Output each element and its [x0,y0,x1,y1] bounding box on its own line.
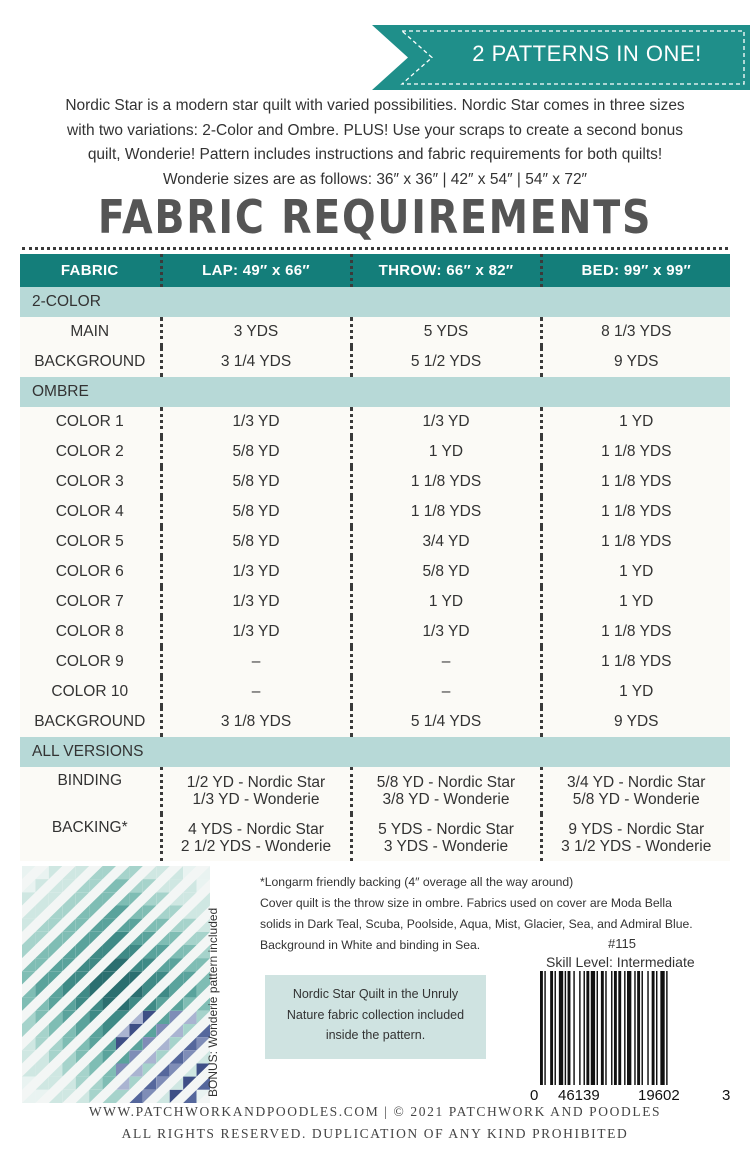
cell-line: 2 1/2 YDS - Wonderie [180,837,332,855]
intro-line: Wonderie sizes are as follows: 36″ x 36″ | 42″ x 54″ | 54″ x 72″ [162,170,588,188]
table-row [20,407,730,437]
lap-cell: 5/8 YD [161,527,351,557]
lap-cell: 1/3 YD [161,617,351,647]
throw-cell: 3/4 YD [351,527,541,557]
bed-cell: 9 YDS [541,347,730,377]
cell-line: 5 YDS - Nordic Star [378,820,514,838]
barcode-bars [538,971,731,1104]
footer-rights: ALL RIGHTS RESERVED. DUPLICATION OF ANY KIND PROHIBITED [121,1126,629,1141]
notes-block [260,872,730,956]
bed-cell: 1 1/8 YDS [541,497,730,527]
throw-cell: – [351,677,541,707]
cell-line: 3/4 YD - Nordic Star [567,773,706,791]
lap-cell [161,767,351,814]
intro-paragraph [16,94,734,192]
throw-cell: 1 1/8 YDS [351,497,541,527]
fabric-requirements-table [20,254,730,861]
table-row [20,677,730,707]
throw-cell: 1/3 YD [351,407,541,437]
table-row [20,767,730,814]
lap-cell: 5/8 YD [161,497,351,527]
throw-cell: 1/3 YD [351,617,541,647]
banner-text: 2 PATTERNS IN ONE! [472,41,702,66]
fabric-collection-callout [265,975,486,1059]
table-row [20,497,730,527]
cell-line: 9 YDS - Nordic Star [568,820,705,838]
lap-cell: 1/3 YD [161,587,351,617]
bed-cell: 1 1/8 YDS [541,647,730,677]
table-header-row [20,254,730,287]
cell-line: 1/2 YD - Nordic Star [186,773,326,791]
lap-cell: 1/3 YD [161,557,351,587]
bed-cell [541,767,730,814]
throw-cell [351,814,541,861]
lap-cell: 5/8 YD [161,437,351,467]
section-label: 2-COLOR [20,287,730,317]
barcode-digit-lead: 0 [530,1087,539,1104]
upc-barcode [538,971,731,1104]
throw-cell: 5 1/4 YDS [351,707,541,737]
table-row [20,527,730,557]
bonus-label: BONUS: Wonderie pattern included [206,907,220,1097]
cell-line: 5/8 YD - Nordic Star [376,773,516,791]
quilt-pattern-graphic [22,866,210,1103]
cell-line: 1/3 YD - Wonderie [192,790,320,808]
bed-cell: 1 1/8 YDS [541,617,730,647]
fabric-cell: COLOR 1 [55,413,124,430]
lap-cell: 3 1/4 YDS [161,347,351,377]
throw-cell: – [351,647,541,677]
cell-line: 5/8 YD - Wonderie [572,790,700,808]
callout-line: Nordic Star Quilt in the Unruly [292,987,459,1001]
intro-line: with two variations: 2-Color and Ombre. PLUS! Use your scraps to create a second bonus [67,121,683,139]
section-row-all-versions [20,737,730,767]
fabric-cell: COLOR 8 [55,623,124,640]
quilt-cover-thumbnail [22,866,210,1103]
fabric-cell: COLOR 4 [55,503,124,520]
bed-cell: 1 YD [541,587,730,617]
barcode-digits-left: 46139 [558,1087,600,1104]
skill-level: Skill Level: Intermediate [546,954,695,970]
lap-cell: – [161,677,351,707]
bed-cell: 9 YDS [541,707,730,737]
page-title: FABRIC REQUIREMENTS [97,190,653,244]
section-label: ALL VERSIONS [20,737,730,767]
section-row-2-color [20,287,730,317]
header-bed: BED: 99″ x 99″ [541,254,730,287]
section-label: OMBRE [20,377,730,407]
note-line: Background in White and binding in Sea. [260,938,481,952]
table-row [20,437,730,467]
table-row [20,557,730,587]
cell-line: 4 YDS - Nordic Star [188,820,324,838]
barcode-digit-check: 3 [722,1087,731,1104]
lap-cell: – [161,647,351,677]
fabric-cell: MAIN [70,323,110,340]
header-fabric: FABRIC [20,254,161,287]
lap-cell: 5/8 YD [161,467,351,497]
table-row [20,317,730,347]
throw-cell: 1 1/8 YDS [351,467,541,497]
intro-line: Nordic Star is a modern star quilt with varied possibilities. Nordic Star comes in three sizes [65,97,685,114]
lap-cell: 3 YDS [161,317,351,347]
table-row [20,467,730,497]
throw-cell [351,767,541,814]
cell-line: 3 1/2 YDS - Wonderie [561,837,712,855]
pattern-number: #115 [608,936,636,951]
fabric-cell: COLOR 6 [55,563,124,580]
table-row [20,647,730,677]
top-divider [22,247,728,250]
throw-cell: 5 YDS [351,317,541,347]
fabric-cell: COLOR 3 [55,473,124,490]
bed-cell: 1 1/8 YDS [541,437,730,467]
barcode-digits-right: 19602 [638,1087,680,1104]
throw-cell: 1 YD [351,587,541,617]
table-row [20,707,730,737]
header-lap: LAP: 49″ x 66″ [161,254,351,287]
throw-cell: 5/8 YD [351,557,541,587]
note-line: *Longarm friendly backing (4″ overage all the way around) [260,875,574,889]
lap-cell: 3 1/8 YDS [161,707,351,737]
fabric-cell: BACKGROUND [34,713,146,730]
table-row [20,587,730,617]
note-line: solids in Dark Teal, Scuba, Poolside, Aqua, Mist, Glacier, Sea, and Admiral Blue. [260,917,693,931]
fabric-cell: BACKING* [51,819,128,836]
note-line: Cover quilt is the throw size in ombre. Fabrics used on cover are Moda Bella [260,896,672,910]
callout-line: Nature fabric collection included [286,1007,465,1022]
table-row [20,617,730,647]
fabric-cell: BACKGROUND [34,353,146,370]
fabric-cell: COLOR 5 [55,533,124,550]
bed-cell: 1 YD [541,407,730,437]
fabric-cell: COLOR 9 [55,653,124,670]
lap-cell: 1/3 YD [161,407,351,437]
lap-cell [161,814,351,861]
footer-copyright: WWW.PATCHWORKANDPOODLES.COM | © 2021 PATCHWORK AND POODLES [88,1104,662,1119]
bed-cell [541,814,730,861]
table-row [20,814,730,861]
intro-line: quilt, Wonderie! Pattern includes instructions and fabric requirements for both quilts! [87,146,663,163]
bed-cell: 1 1/8 YDS [541,527,730,557]
cell-line: 3/8 YD - Wonderie [382,790,510,808]
fabric-cell: COLOR 10 [51,683,129,700]
throw-cell: 5 1/2 YDS [351,347,541,377]
table-row [20,347,730,377]
bed-cell: 8 1/3 YDS [541,317,730,347]
bed-cell: 1 YD [541,557,730,587]
callout-line: inside the pattern. [325,1028,426,1042]
pattern-banner [372,25,750,90]
fabric-cell: COLOR 2 [55,443,124,460]
fabric-cell: BINDING [57,772,123,789]
bed-cell: 1 YD [541,677,730,707]
bed-cell: 1 1/8 YDS [541,467,730,497]
header-throw: THROW: 66″ x 82″ [351,254,541,287]
cell-line: 3 YDS - Wonderie [383,837,509,855]
section-row-ombre [20,377,730,407]
throw-cell: 1 YD [351,437,541,467]
fabric-cell: COLOR 7 [55,593,124,610]
